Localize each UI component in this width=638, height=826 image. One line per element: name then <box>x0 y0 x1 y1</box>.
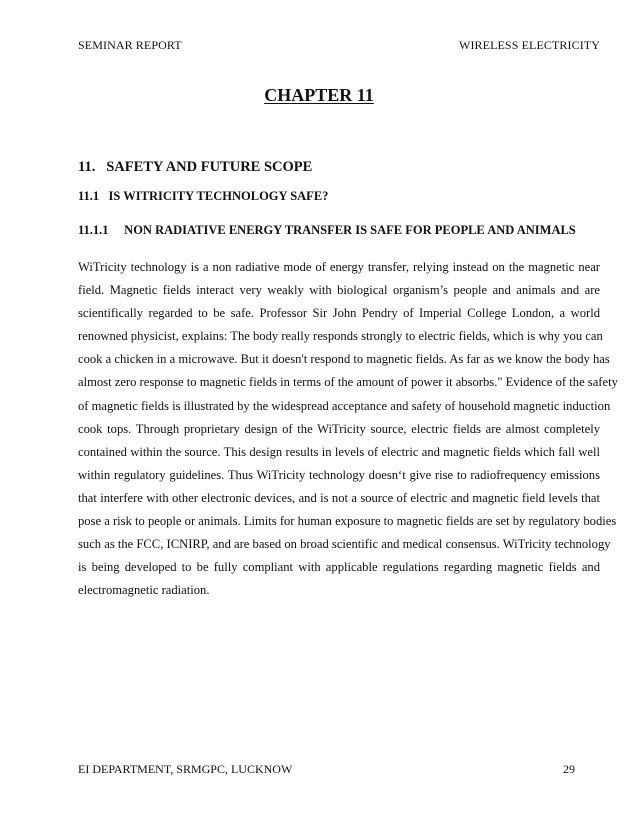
running-header-right: WIRELESS ELECTRICITY <box>459 38 600 52</box>
paragraph-line: cook a chicken in a microwave. But it doesn't respond to magnetic fields. As far as we know the body has <box>78 352 610 367</box>
chapter-title-text: CHAPTER 11 <box>264 85 374 105</box>
paragraph-line: renowned physicist, explains: The body really responds strongly to electric fields, which is why you can <box>78 329 603 344</box>
page-number: 29 <box>563 762 575 776</box>
running-header-left: SEMINAR REPORT <box>78 38 182 52</box>
paragraph-line: cook tops. Through proprietary design of the WiTricity source, electric fields are almost completely <box>78 421 600 436</box>
section-heading: 11. SAFETY AND FUTURE SCOPE <box>78 159 313 175</box>
paragraph-line: field. Magnetic fields interact very weakly with biological organism’s people and animals and are <box>78 283 600 298</box>
subsubsection-heading: 11.1.1 NON RADIATIVE ENERGY TRANSFER IS SAFE FOR PEOPLE AND ANIMALS <box>78 223 576 237</box>
paragraph-line: of magnetic fields is illustrated by the widespread acceptance and safety of household magnetic induction <box>78 398 611 413</box>
paragraph-line: pose a risk to people or animals. Limits for human exposure to magnetic fields are set by regulatory bodies <box>78 514 617 529</box>
paragraph-line: electromagnetic radiation. <box>78 583 210 598</box>
subsection-heading: 11.1 IS WITRICITY TECHNOLOGY SAFE? <box>78 189 329 203</box>
paragraph-line: within regulatory guidelines. Thus WiTricity technology doesn‘t give rise to radiofrequency emissions <box>78 467 600 482</box>
paragraph-line: contained within the source. This design results in levels of electric and magnetic fields which fall well <box>78 444 600 459</box>
paragraph-line: WiTricity technology is a non radiative mode of energy transfer, relying instead on the magnetic near <box>78 260 600 274</box>
chapter-title <box>0 85 638 106</box>
footer-department: EI DEPARTMENT, SRMGPC, LUCKNOW <box>78 762 293 776</box>
paragraph-line: scientifically regarded to be safe. Professor Sir John Pendry of Imperial College London, a world <box>78 306 600 321</box>
paragraph-line: is being developed to be fully compliant with applicable regulations regarding magnetic fields and <box>78 560 600 575</box>
body-paragraph <box>78 256 618 602</box>
paragraph-line: that interfere with other electronic devices, and is not a source of electric and magnetic field levels that <box>78 490 600 505</box>
paragraph-line: such as the FCC, ICNIRP, and are based on broad scientific and medical consensus. WiTricity technology <box>78 537 611 552</box>
paragraph-line: almost zero response to magnetic fields in terms of the amount of power it absorbs." Evidence of the safety <box>78 375 618 390</box>
